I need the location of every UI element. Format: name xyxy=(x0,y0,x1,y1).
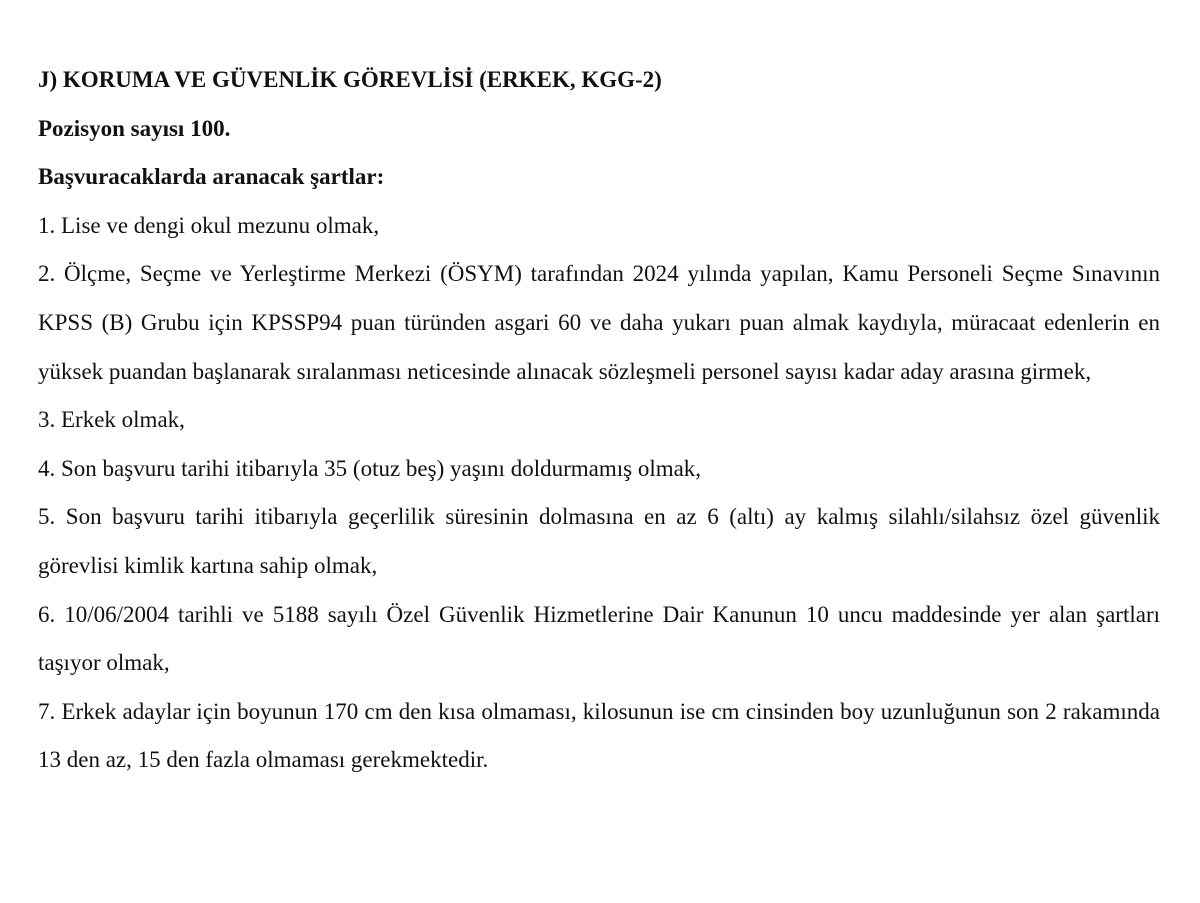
requirements-title: Başvuracaklarda aranacak şartlar: xyxy=(38,164,385,190)
requirement-item-7: 7. Erkek adaylar için boyunun 170 cm den kısa olmaması, kilosunun ise cm cinsinden boy uzunluğunun son 2 rakamında 13 den az, 15 den fazla olmaması gerekmektedir. xyxy=(38,698,1160,773)
section-heading: J) KORUMA VE GÜVENLİK GÖREVLİSİ (ERKEK, KGG-2) xyxy=(38,67,662,92)
document-body xyxy=(38,56,1160,785)
requirement-item-3: 3. Erkek olmak, xyxy=(38,407,185,433)
requirement-item-1: 1. Lise ve dengi okul mezunu olmak, xyxy=(38,212,380,238)
requirement-item-5: 5. Son başvuru tarihi itibarıyla geçerlilik süresinin dolmasına en az 6 (altı) ay kalmış silahlı/silahsız özel güvenlik görevlisi kimlik kartına sahip olmak, xyxy=(38,504,1160,578)
position-count: Pozisyon sayısı 100. xyxy=(38,115,231,141)
requirement-item-6: 6. 10/06/2004 tarihli ve 5188 sayılı Özel Güvenlik Hizmetlerine Dair Kanunun 10 uncu maddesinde yer alan şartları taşıyor olmak, xyxy=(38,601,1160,676)
requirement-item-2: 2. Ölçme, Seçme ve Yerleştirme Merkezi (ÖSYM) tarafından 2024 yılında yapılan, Kamu Personeli Seçme Sınavının KPSS (B) Grubu için KPSSP94 puan türünden asgari 60 ve daha yukarı puan almak kaydıyla, müracaat edenlerin en yüksek puandan başlanarak sıralanması neticesinde alınacak sözleşmeli personel sayısı kadar aday arasına girmek, xyxy=(38,261,1160,384)
requirement-item-4: 4. Son başvuru tarihi itibarıyla 35 (otuz beş) yaşını doldurmamış olmak, xyxy=(38,455,702,481)
